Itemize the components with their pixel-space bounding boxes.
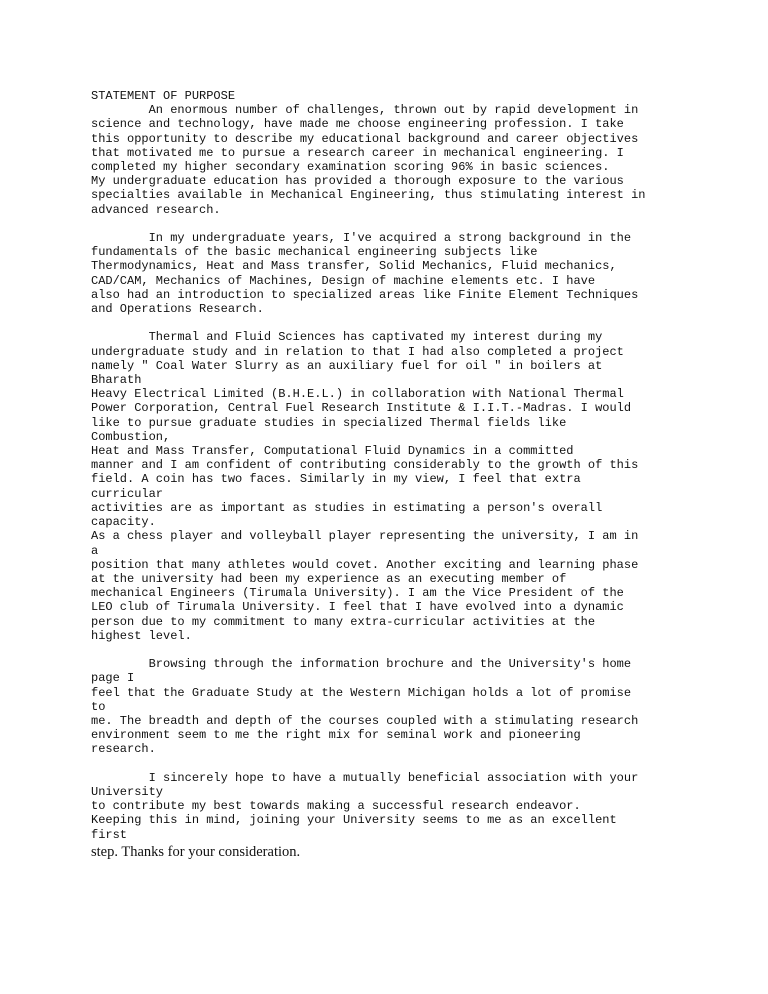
text-line: CAD/CAM, Mechanics of Machines, Design of machine elements etc. I have: [91, 273, 596, 288]
text-line: position that many athletes would covet. Another exciting and learning phase: [91, 557, 639, 572]
text-line: Thermal and Fluid Sciences has captivated my interest during my: [91, 330, 603, 345]
text-line: Power Corporation, Central Fuel Research Institute & I.I.T.-Madras. I would: [91, 401, 632, 416]
text-line: namely " Coal Water Slurry as an auxiliary fuel for oil " in boilers at: [91, 358, 603, 373]
text-line: like to pursue graduate studies in specialized Thermal fields like: [91, 415, 567, 430]
text-line: field. A coin has two faces. Similarly in my view, I feel that extra: [91, 472, 581, 487]
text-line: LEO club of Tirumala University. I feel that I have evolved into a dynamic: [91, 600, 624, 615]
text-line: University: [91, 784, 164, 799]
closing-line: step. Thanks for your consideration.: [91, 844, 301, 860]
text-line: Heavy Electrical Limited (B.H.E.L.) in collaboration with National Thermal: [91, 387, 624, 402]
text-line: research.: [91, 742, 156, 757]
text-line: As a chess player and volleyball player representing the university, I am in: [91, 529, 639, 544]
text-line: page I: [91, 671, 135, 686]
text-line: Combustion,: [91, 429, 171, 444]
text-line: that motivated me to pursue a research career in mechanical engineering. I: [91, 145, 624, 160]
text-line: Thermodynamics, Heat and Mass transfer, Solid Mechanics, Fluid mechanics,: [91, 259, 617, 274]
text-line: at the university had been my experience as an executing member of: [91, 571, 567, 586]
text-line: specialties available in Mechanical Engineering, thus stimulating interest in: [91, 188, 646, 203]
text-line: completed my higher secondary examination scoring 96% in basic sciences.: [91, 160, 610, 175]
text-line: curricular: [91, 486, 164, 501]
text-line: Bharath: [91, 373, 142, 388]
text-line: highest level.: [91, 628, 192, 643]
text-line: undergraduate study and in relation to that I had also completed a project: [91, 344, 624, 359]
text-line: this opportunity to describe my educational background and career objectives: [91, 131, 639, 146]
text-line: fundamentals of the basic mechanical engineering subjects like: [91, 245, 538, 260]
text-line: manner and I am confident of contributing considerably to the growth of this: [91, 458, 639, 473]
text-line: feel that the Graduate Study at the Western Michigan holds a lot of promise: [91, 685, 632, 700]
text-line: also had an introduction to specialized areas like Finite Element Techniques: [91, 287, 639, 302]
text-line: advanced research.: [91, 202, 221, 217]
text-line: and Operations Research.: [91, 302, 264, 317]
text-line: My undergraduate education has provided a thorough exposure to the various: [91, 174, 624, 189]
text-line: environment seem to me the right mix for seminal work and pioneering: [91, 728, 581, 743]
text-line: Browsing through the information brochure and the University's home: [91, 657, 632, 672]
text-line: to contribute my best towards making a successful research endeavor.: [91, 799, 581, 814]
text-line: activities are as important as studies in estimating a person's overall: [91, 500, 603, 515]
text-line: In my undergraduate years, I've acquired a strong background in the: [91, 231, 632, 246]
text-line: me. The breadth and depth of the courses coupled with a stimulating research: [91, 713, 639, 728]
text-line: a: [91, 543, 99, 558]
text-line: capacity.: [91, 515, 156, 530]
text-line: An enormous number of challenges, thrown out by rapid development in: [91, 103, 639, 118]
text-line: science and technology, have made me choose engineering profession. I take: [91, 117, 624, 132]
document-body: [91, 89, 691, 842]
document-title: STATEMENT OF PURPOSE: [91, 89, 236, 103]
text-line: Keeping this in mind, joining your University seems to me as an excellent: [91, 813, 617, 828]
text-line: to: [91, 699, 106, 714]
text-line: first: [91, 827, 128, 842]
text-line: person due to my commitment to many extra-curricular activities at the: [91, 614, 596, 629]
text-line: Heat and Mass Transfer, Computational Fluid Dynamics in a committed: [91, 444, 574, 459]
text-line: mechanical Engineers (Tirumala University). I am the Vice President of the: [91, 586, 624, 601]
text-line: I sincerely hope to have a mutually beneficial association with your: [91, 770, 639, 785]
